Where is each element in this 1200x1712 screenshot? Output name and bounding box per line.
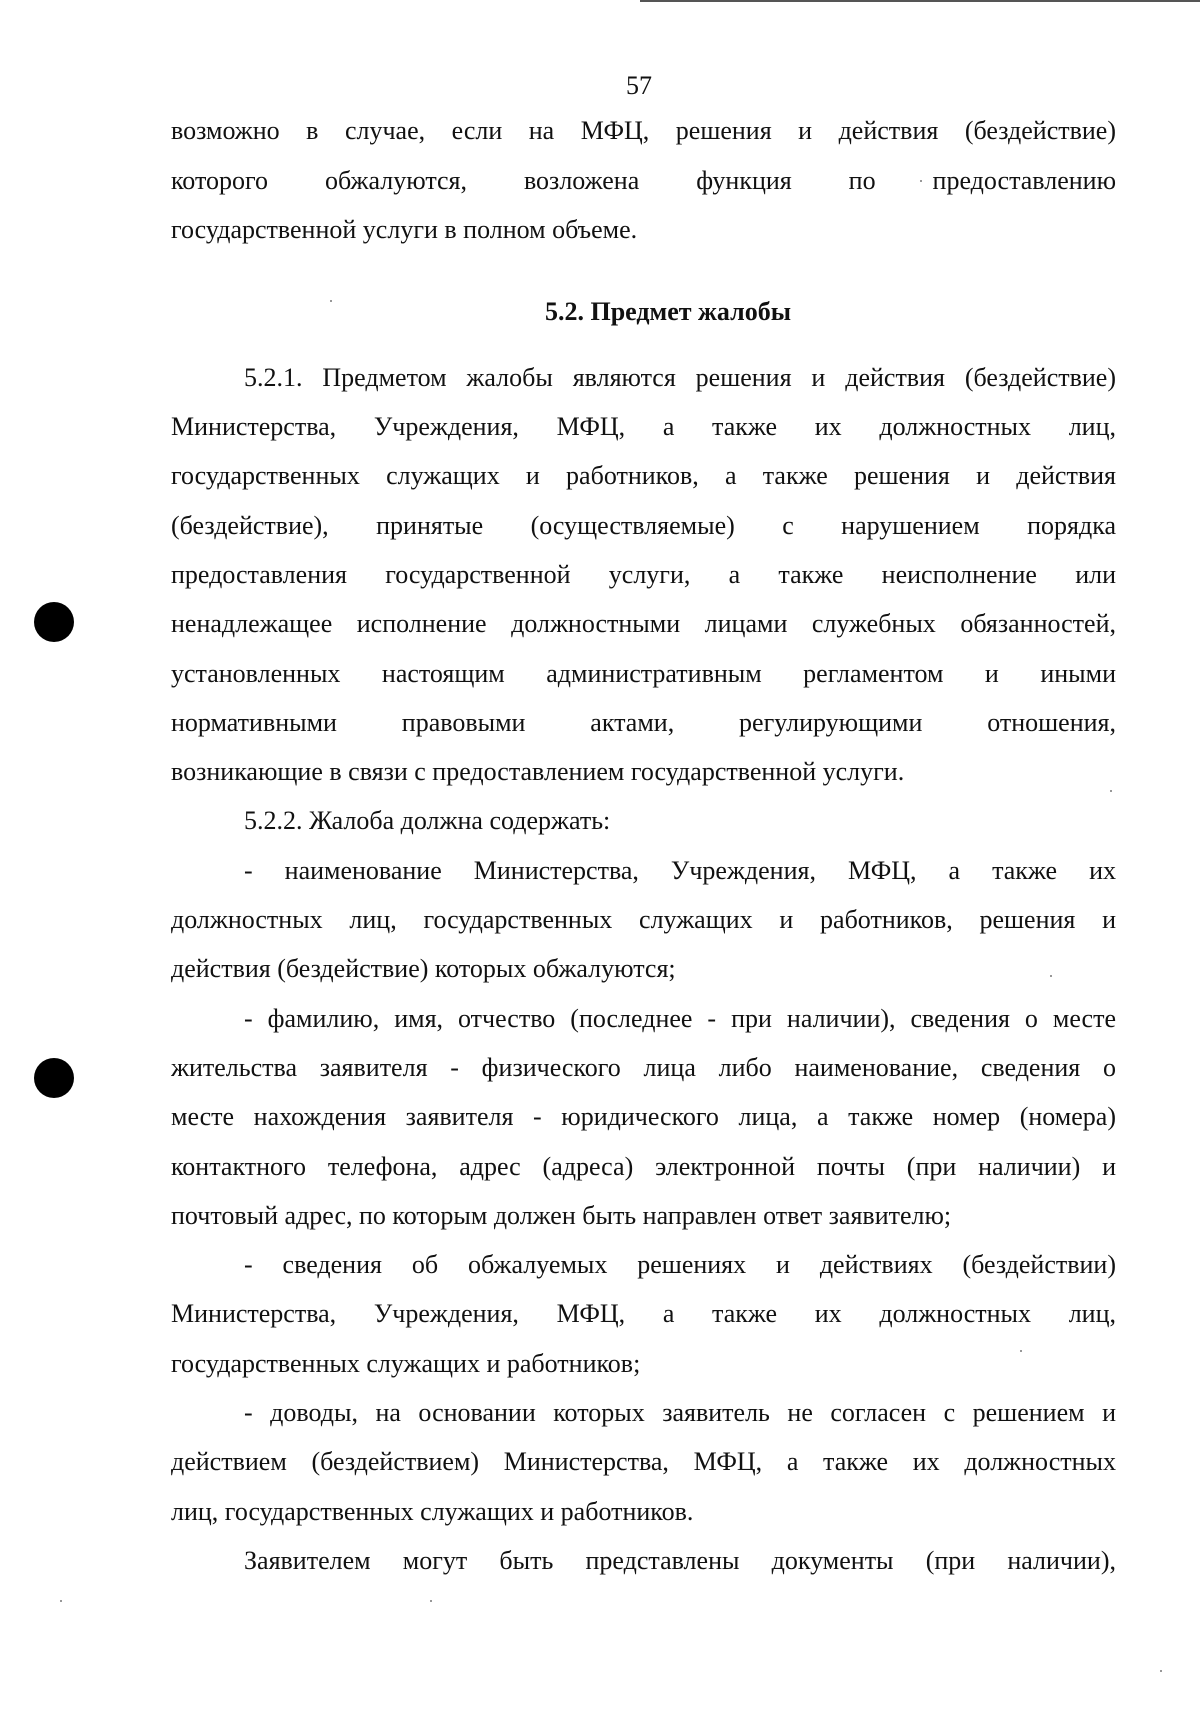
text-line: возможно в случае, если на МФЦ, решения и действия (бездействие) xyxy=(171,116,1116,145)
text-line: - сведения об обжалуемых решениях и действиях (бездействии) xyxy=(244,1250,1116,1279)
text-line: - фамилию, имя, отчество (последнее - при наличии), сведения о месте xyxy=(244,1004,1116,1033)
text-line: контактного телефона, адрес (адреса) электронной почты (при наличии) и xyxy=(171,1152,1116,1181)
scan-speck xyxy=(1110,790,1112,792)
text-line: (бездействие), принятые (осуществляемые) с нарушением порядка xyxy=(171,511,1116,540)
text-line: действия (бездействие) которых обжалуются; xyxy=(171,954,676,983)
scan-speck xyxy=(330,300,332,302)
text-line: почтовый адрес, по которым должен быть направлен ответ заявителю; xyxy=(171,1201,952,1230)
text-line: жительства заявителя - физического лица либо наименование, сведения о xyxy=(171,1053,1116,1082)
punch-hole xyxy=(34,1058,74,1098)
text-line: нормативными правовыми актами, регулирующими отношения, xyxy=(171,708,1116,737)
text-line: Министерства, Учреждения, МФЦ, а также их должностных лиц, xyxy=(171,412,1116,441)
text-line: Заявителем могут быть представлены документы (при наличии), xyxy=(244,1546,1116,1575)
text-line: возникающие в связи с предоставлением государственной услуги. xyxy=(171,757,905,786)
text-line: которого обжалуются, возложена функция по предоставлению xyxy=(171,166,1116,195)
text-line: действием (бездействием) Министерства, МФЦ, а также их должностных xyxy=(171,1447,1116,1476)
text-line: государственной услуги в полном объеме. xyxy=(171,215,638,244)
scan-speck xyxy=(1160,1670,1162,1672)
page-number: 57 xyxy=(626,71,652,100)
text-line: - доводы, на основании которых заявитель не согласен с решением и xyxy=(244,1398,1116,1427)
text-line: - наименование Министерства, Учреждения, МФЦ, а также их xyxy=(244,856,1116,885)
scan-speck xyxy=(430,1600,432,1602)
text-line: лиц, государственных служащих и работников. xyxy=(171,1497,694,1526)
text-line: установленных настоящим административным регламентом и иными xyxy=(171,659,1116,688)
text-line: предоставления государственной услуги, а также неисполнение или xyxy=(171,560,1116,589)
text-line: ненадлежащее исполнение должностными лицами служебных обязанностей, xyxy=(171,609,1116,638)
text-line: Министерства, Учреждения, МФЦ, а также их должностных лиц, xyxy=(171,1299,1116,1328)
scan-edge-line xyxy=(640,0,1200,2)
text-line: 5.2.2. Жалоба должна содержать: xyxy=(244,806,611,835)
scan-speck xyxy=(60,1600,62,1602)
text-line: 5.2.1. Предметом жалобы являются решения и действия (бездействие) xyxy=(244,363,1116,392)
text-line: государственных служащих и работников; xyxy=(171,1349,641,1378)
section-heading: 5.2. Предмет жалобы xyxy=(545,297,792,326)
text-line: должностных лиц, государственных служащих и работников, решения и xyxy=(171,905,1116,934)
text-line: месте нахождения заявителя - юридического лица, а также номер (номера) xyxy=(171,1102,1116,1131)
text-line: государственных служащих и работников, а также решения и действия xyxy=(171,461,1116,490)
punch-hole xyxy=(34,602,74,642)
